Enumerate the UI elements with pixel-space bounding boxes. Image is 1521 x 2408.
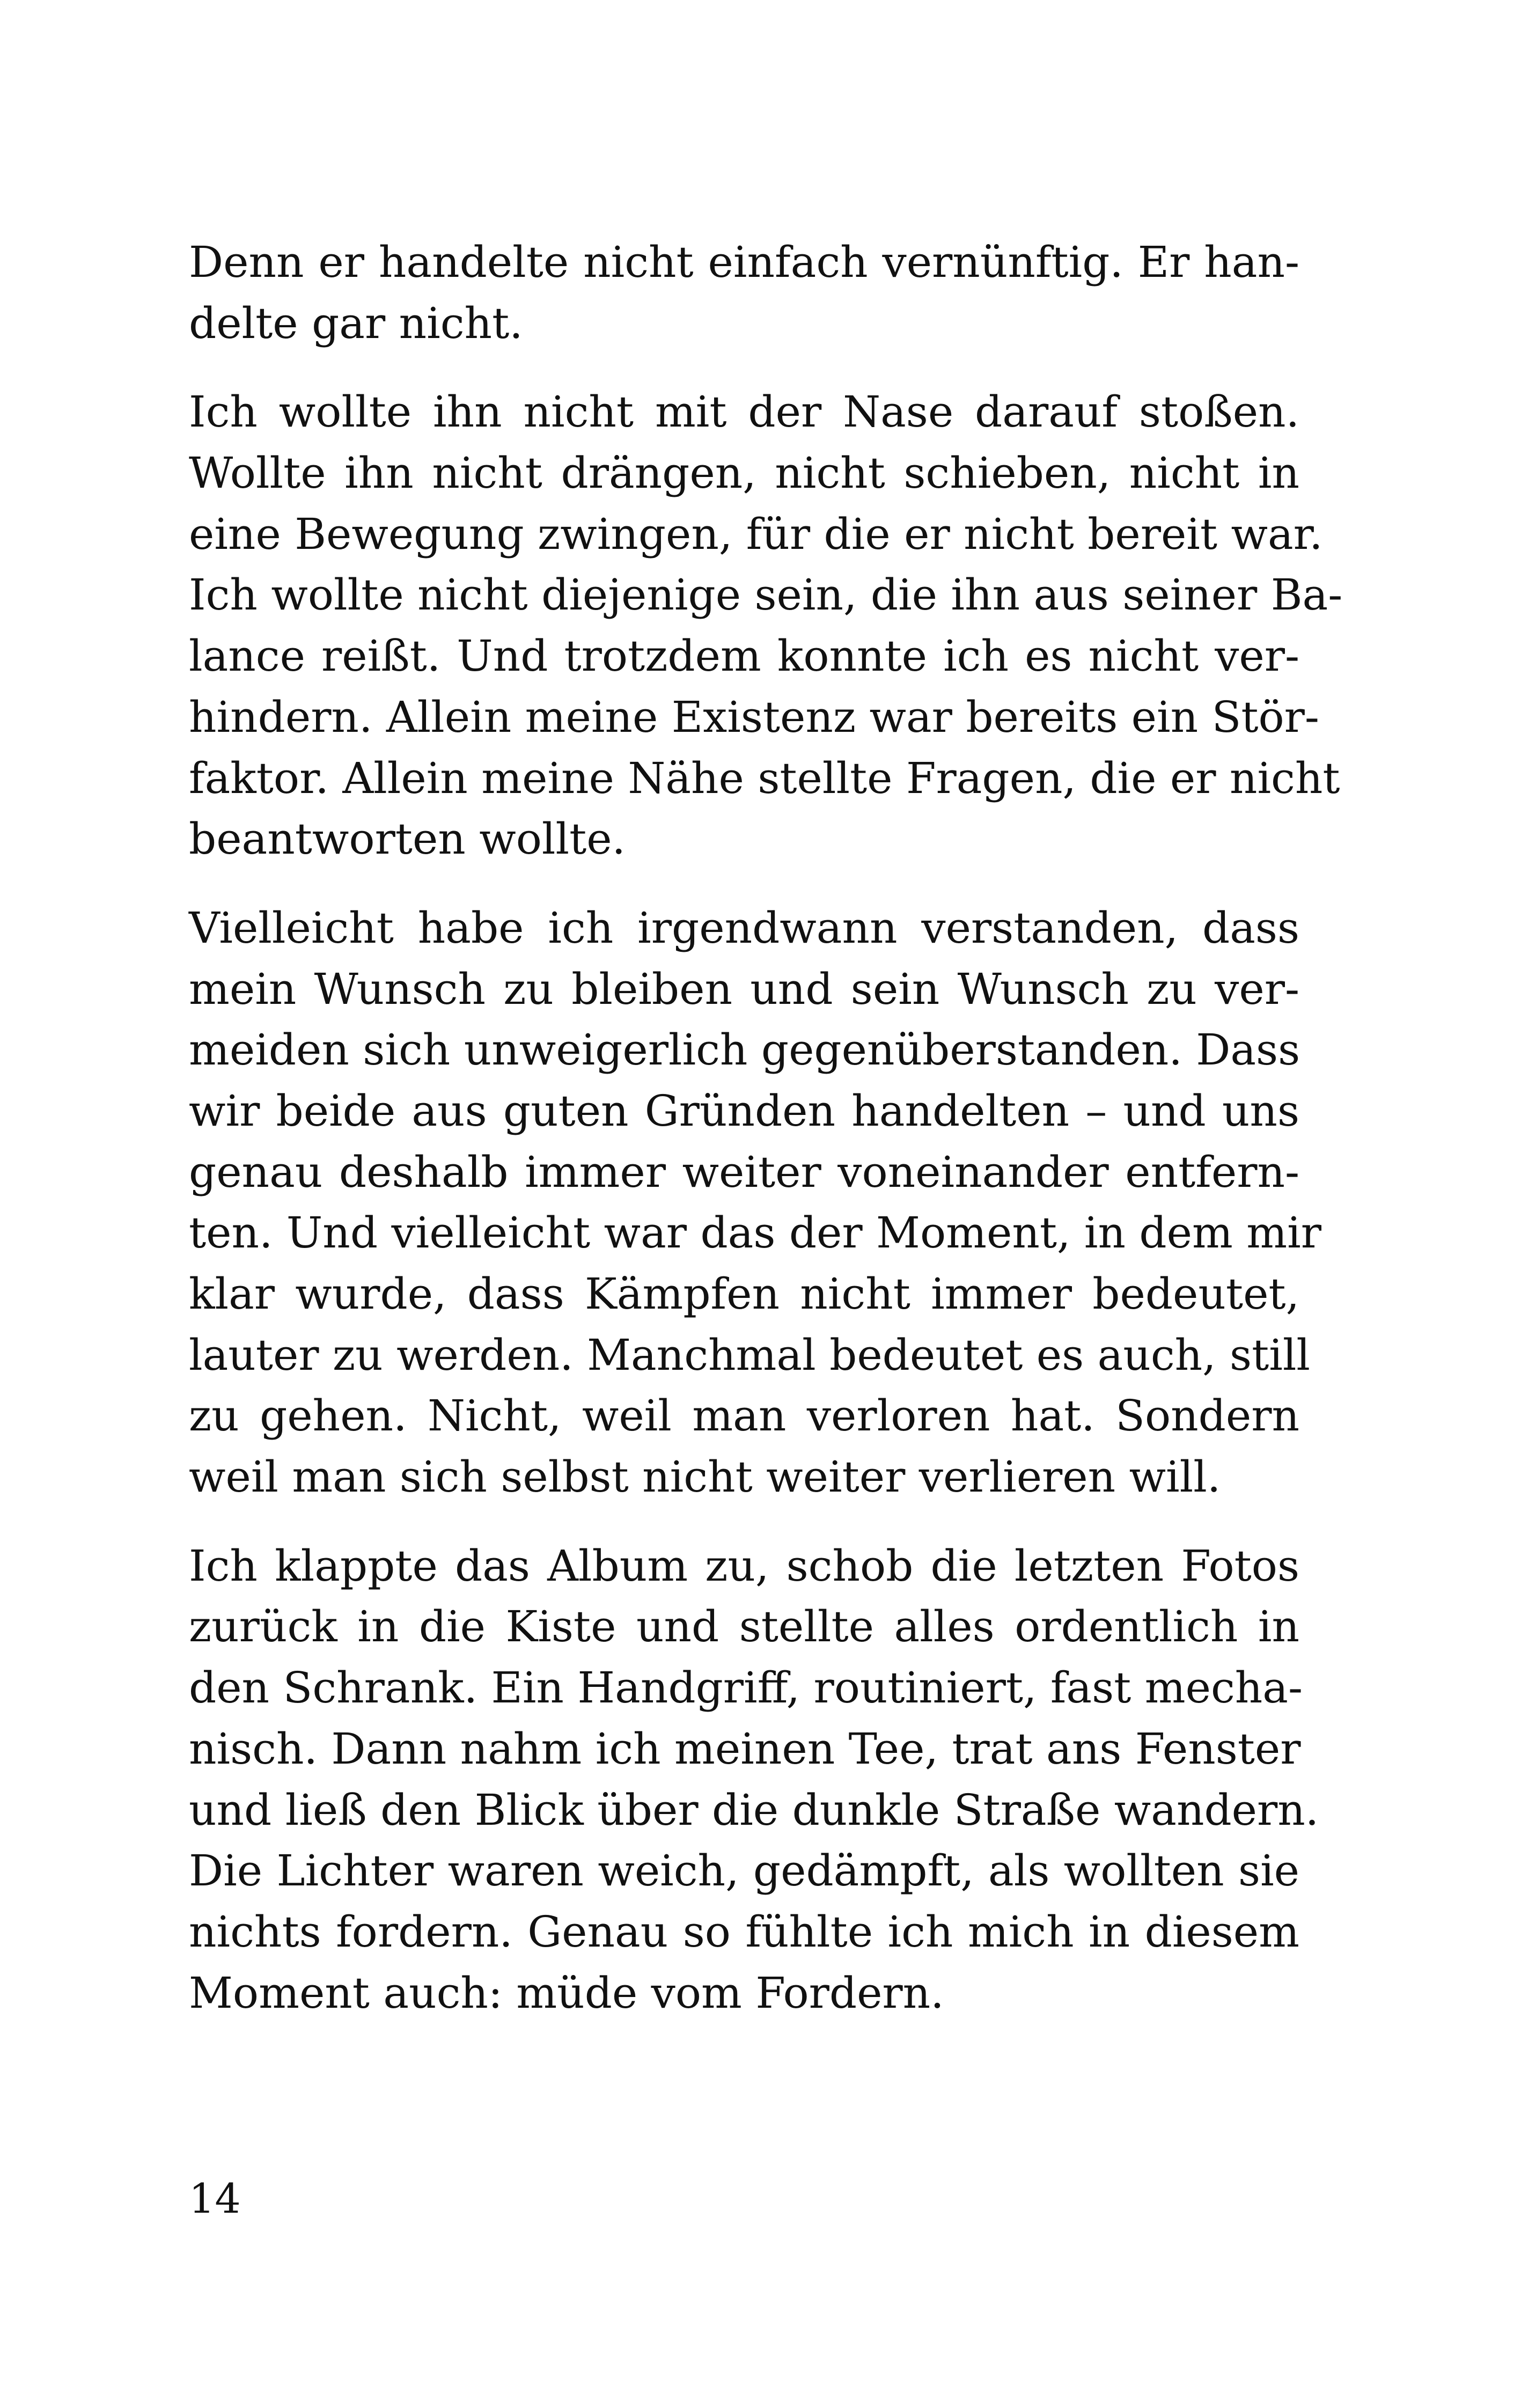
text-line: lauter zu werden. Manchmal bedeutet es auch, still xyxy=(189,1330,1310,1380)
text-line: zurück in die Kiste und stellte alles ordentlich in xyxy=(189,1602,1299,1652)
text-line: Ich wollte nicht diejenige sein, die ihn aus seiner Ba- xyxy=(189,570,1343,620)
text-line: zu gehen. Nicht, weil man verloren hat. Sondern xyxy=(189,1391,1299,1441)
page-number: 14 xyxy=(189,2175,241,2222)
text-line: genau deshalb immer weiter voneinander entfern- xyxy=(189,1147,1299,1197)
text-line: und ließ den Blick über die dunkle Straße wandern. xyxy=(189,1785,1319,1835)
paragraph xyxy=(189,381,1343,870)
text-line: Denn er handelte nicht einfach vernünftig. Er han- xyxy=(189,237,1299,287)
text-line: klar wurde, dass Kämpfen nicht immer bedeutet, xyxy=(189,1269,1299,1319)
text-line: Ich wollte ihn nicht mit der Nase darauf stoßen. xyxy=(189,387,1299,437)
text-line: Die Lichter waren weich, gedämpft, als wollten sie xyxy=(189,1846,1299,1896)
text-line: meiden sich unweigerlich gegenüberstanden. Dass xyxy=(189,1025,1300,1075)
text-line: delte gar nicht. xyxy=(189,298,523,348)
text-line: den Schrank. Ein Handgriff, routiniert, fast mecha- xyxy=(189,1663,1303,1713)
text-line: Vielleicht habe ich irgendwann verstanden, dass xyxy=(189,902,1299,953)
text-line: nisch. Dann nahm ich meinen Tee, trat ans Fenster xyxy=(189,1723,1301,1774)
paragraph-gap xyxy=(189,354,1299,381)
paragraph xyxy=(189,1536,1319,2024)
text-line: faktor. Allein meine Nähe stellte Fragen, die er nicht xyxy=(189,753,1340,803)
paragraph-gap xyxy=(189,1508,1299,1536)
text-line: beantworten wollte. xyxy=(189,814,626,864)
text-line: wir beide aus guten Gründen handelten – und uns xyxy=(189,1085,1299,1136)
text-line: weil man sich selbst nicht weiter verlieren will. xyxy=(189,1452,1221,1502)
text-line: hindern. Allein meine Existenz war bereits ein Stör- xyxy=(189,692,1319,742)
body-text xyxy=(189,232,1343,2023)
text-line: Wollte ihn nicht drängen, nicht schieben, nicht in xyxy=(189,448,1299,498)
paragraph xyxy=(189,898,1321,1508)
text-line: mein Wunsch zu bleiben und sein Wunsch zu ver- xyxy=(189,964,1299,1014)
paragraph xyxy=(189,232,1299,354)
paragraph-gap xyxy=(189,870,1299,898)
text-line: Moment auch: müde vom Fordern. xyxy=(189,1967,944,2018)
text-line: ten. Und vielleicht war das der Moment, in dem mir xyxy=(189,1208,1321,1258)
text-line: nichts fordern. Genau so fühlte ich mich in diesem xyxy=(189,1906,1299,1957)
text-line: Ich klappte das Album zu, schob die letzten Fotos xyxy=(189,1540,1299,1591)
text-line: lance reißt. Und trotzdem konnte ich es nicht ver- xyxy=(189,631,1299,681)
text-line: eine Bewegung zwingen, für die er nicht bereit war. xyxy=(189,509,1323,559)
